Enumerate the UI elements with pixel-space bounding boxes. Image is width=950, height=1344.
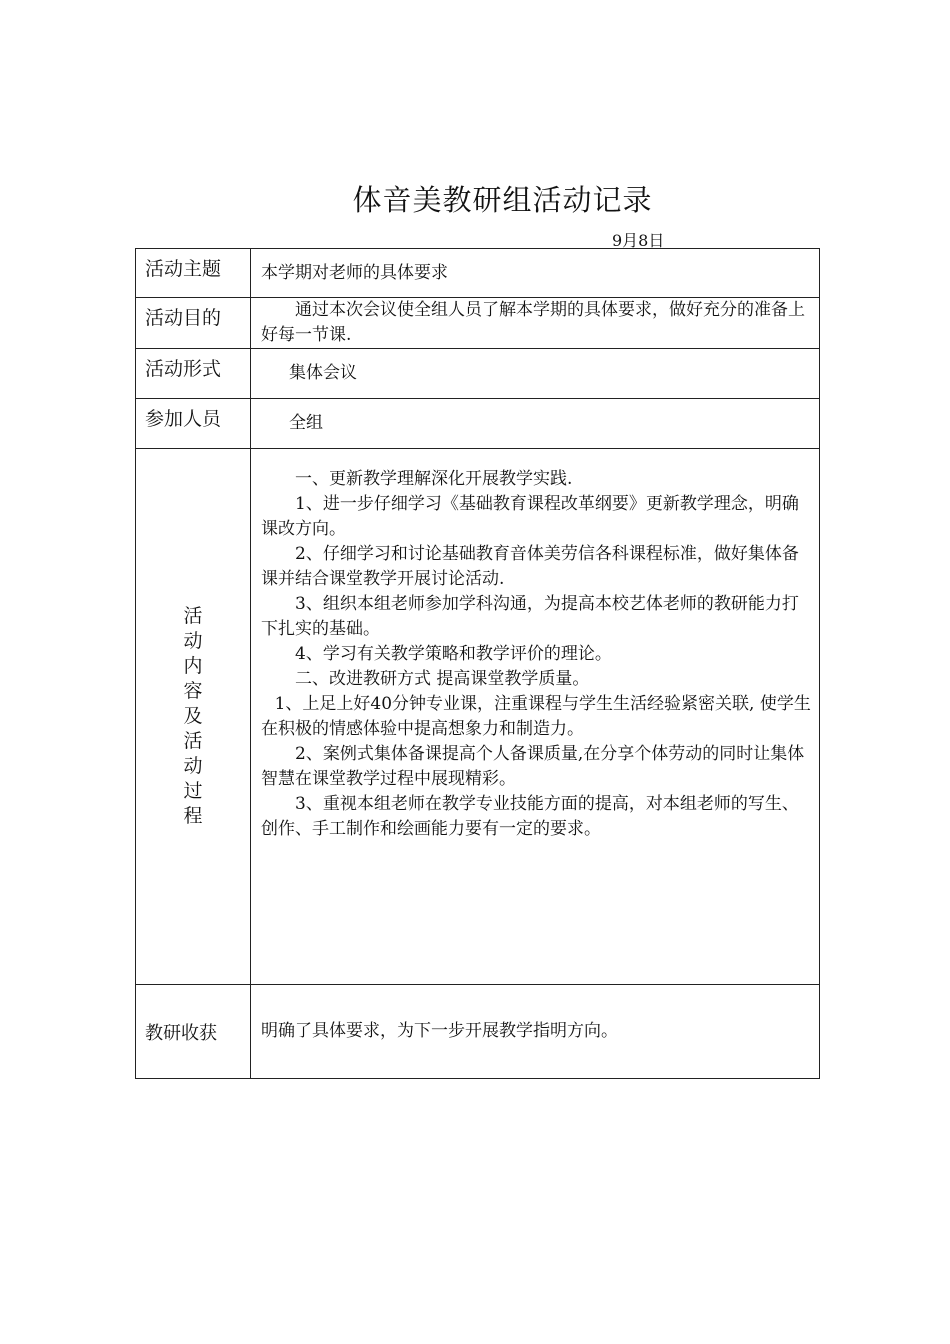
page-title: 体音美教研组活动记录: [352, 183, 653, 217]
outcome-value: 明确了具体要求，为下一步开展教学指明方向。: [251, 985, 820, 1079]
table-row: [136, 449, 820, 985]
table-row: [136, 249, 820, 298]
content-paragraph: 1、上足上好40分钟专业课，注重课程与学生生活经验紧密关联, 使学生在积极的情感体验中提高想象力和制造力。: [261, 694, 811, 739]
participants-value: 全组: [251, 399, 820, 449]
table-row: [136, 298, 820, 349]
theme-value: 本学期对老师的具体要求: [251, 249, 820, 298]
activity-record-table: [135, 248, 820, 1079]
content-paragraph: 4、学习有关教学策略和教学评价的理论。: [295, 644, 612, 664]
record-date: 9月8日: [612, 231, 665, 250]
content-paragraph: 3、组织本组老师参加学科沟通，为提高本校艺体老师的教研能力打下扎实的基础。: [261, 594, 799, 639]
form-value: 集体会议: [251, 349, 820, 399]
purpose-value: 通过本次会议使全组人员了解本学期的具体要求，做好充分的准备上好每一节课.: [251, 298, 820, 349]
content-body: [251, 449, 820, 985]
participants-label: 参加人员: [136, 399, 251, 449]
theme-label: 活动主题: [136, 249, 251, 298]
content-paragraph: 二、改进教研方式 提高课堂教学质量。: [295, 669, 590, 689]
content-paragraph: 一、更新教学理解深化开展教学实践.: [295, 469, 573, 489]
content-paragraph: 1、进一步仔细学习《基础教育课程改革纲要》更新教学理念，明确课改方向。: [261, 494, 799, 539]
content-paragraph: 3、重视本组老师在教学专业技能方面的提高，对本组老师的写生、创作、手工制作和绘画能力要有一定的要求。: [261, 794, 799, 839]
form-label: 活动形式: [136, 349, 251, 399]
outcome-label: 教研收获: [136, 985, 251, 1079]
content-label: 活 动 内 容 及 活 动 过 程: [136, 449, 251, 985]
purpose-label: 活动目的: [136, 298, 251, 349]
content-paragraph: 2、仔细学习和讨论基础教育音体美劳信各科课程标准，做好集体备课并结合课堂教学开展讨论活动.: [261, 544, 799, 589]
table-row: [136, 985, 820, 1079]
table-row: [136, 399, 820, 449]
table-row: [136, 349, 820, 399]
content-paragraph: 2、案例式集体备课提高个人备课质量,在分享个体劳动的同时让集体智慧在课堂教学过程中展现精彩。: [261, 744, 805, 789]
